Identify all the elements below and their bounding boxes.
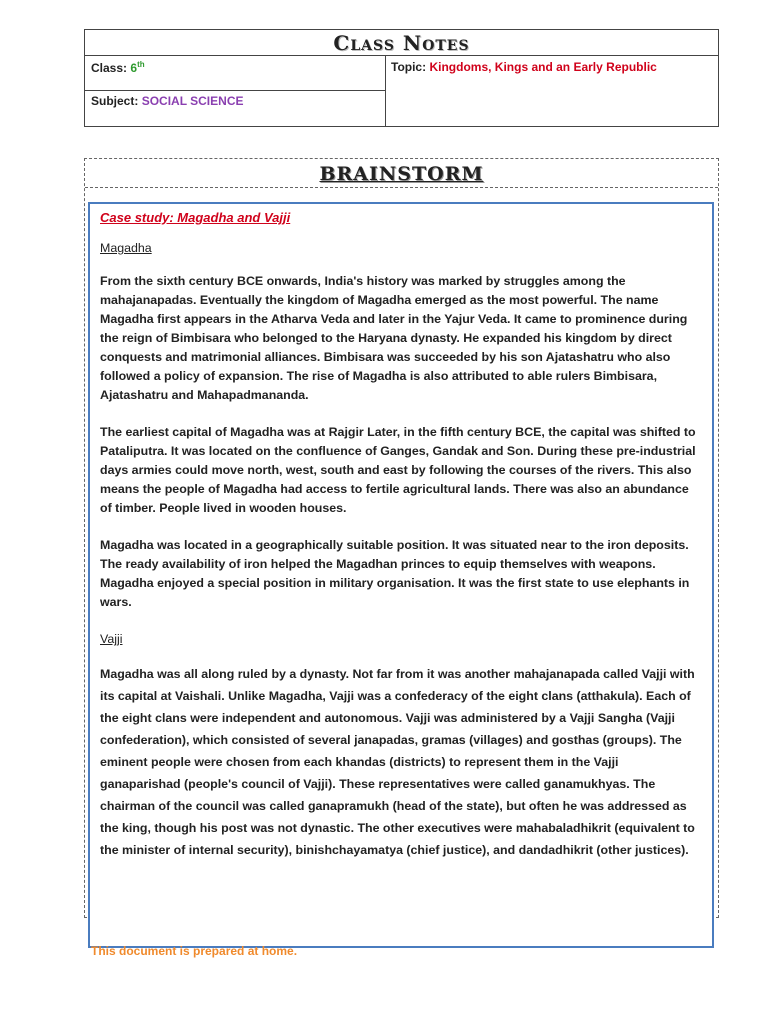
content-box [88,202,714,948]
topic-label: Topic: [391,60,427,74]
subject-value: SOCIAL SCIENCE [141,94,244,108]
paragraph: From the sixth century BCE onwards, India's history was marked by struggles among the mahajanapadas. Eventually the kingdom of Magadha emerged as the most powerful. The name Magadha first appears in the Atharva Veda and later in the Yajur Veda. It came to prominence during the reign of Bimbisara who belonged to the Haryana dynasty. He expanded his kingdom by direct conquests and matrimonial alliances. Bimbisara was succeeded by his son Ajatashatru who also followed a policy of expansion. The rise of Magadha is also attributed to able rulers Bimbisara, Ajatashatru and Mahapadmananda. [100,274,688,402]
magadha-heading: Magadha [100,241,152,255]
topic-value: Kingdoms, Kings and an Early Republic [429,60,657,74]
footer-note: This document is prepared at home. [91,944,298,958]
class-label: Class: [91,61,128,75]
subject-label: Subject: [91,94,139,108]
header-divider [85,90,385,91]
content [100,208,702,879]
class-field [91,60,145,75]
brainstorm-title: BRAINSTORM [85,159,718,188]
topic-field [391,60,657,74]
vajji-paragraph: Magadha was all along ruled by a dynasty. Not far from it was another mahajanapada called Vajji with its capital at Vaishali. Unlike Magadha, Vajji was a confederacy of the eight clans (atthakula). Each of the eight clans were independent and autonomous. Vajji was administered by a Vajji Sangha (Vajji confederation), which consisted of several janapadas, gramas (villages) and gosthas (groups). The eminent people were chosen from each khandas (districts) to represent them in the Vajji ganaparishad (people's council of Vajji). These representatives were called ganamukhyas. The chairman of the council was called ganapramukh (head of the state), but often he was addressed as the king, though his post was not dynastic. The other executives were mahabaladhikrit (equivalent to the minister of internal security), binishchayamatya (chief justice), and dandadhikrit (other justices). [100,667,695,857]
vajji-heading: Vajji [100,632,123,646]
header-table [84,29,719,127]
paragraph: Magadha enjoyed a special position in military organisation. It was the first state to use elephants in wars. [100,576,690,609]
paragraph: Magadha was located in a geographically suitable position. It was situated near to the iron deposits. The ready availability of iron helped the Magadhan princes to equip themselves with weapons. [100,538,689,571]
class-value: 6th [130,60,145,75]
paragraph: The earliest capital of Magadha was at Rajgir Later, in the fifth century BCE, the capital was shifted to Pataliputra. It was located on the confluence of Ganges, Gandak and Son. During these pre-industrial days armies could move north, west, south and east by following the courses of the rivers. This also means the people of Magadha had access to fertile agricultural lands. There was also an abundance of timber. People lived in wooden houses. [100,425,696,515]
page-title: Class Notes [85,30,718,56]
subject-field [91,94,243,108]
case-study-title: Case study: Magadha and Vajji [100,210,291,225]
header-divider [385,55,386,126]
